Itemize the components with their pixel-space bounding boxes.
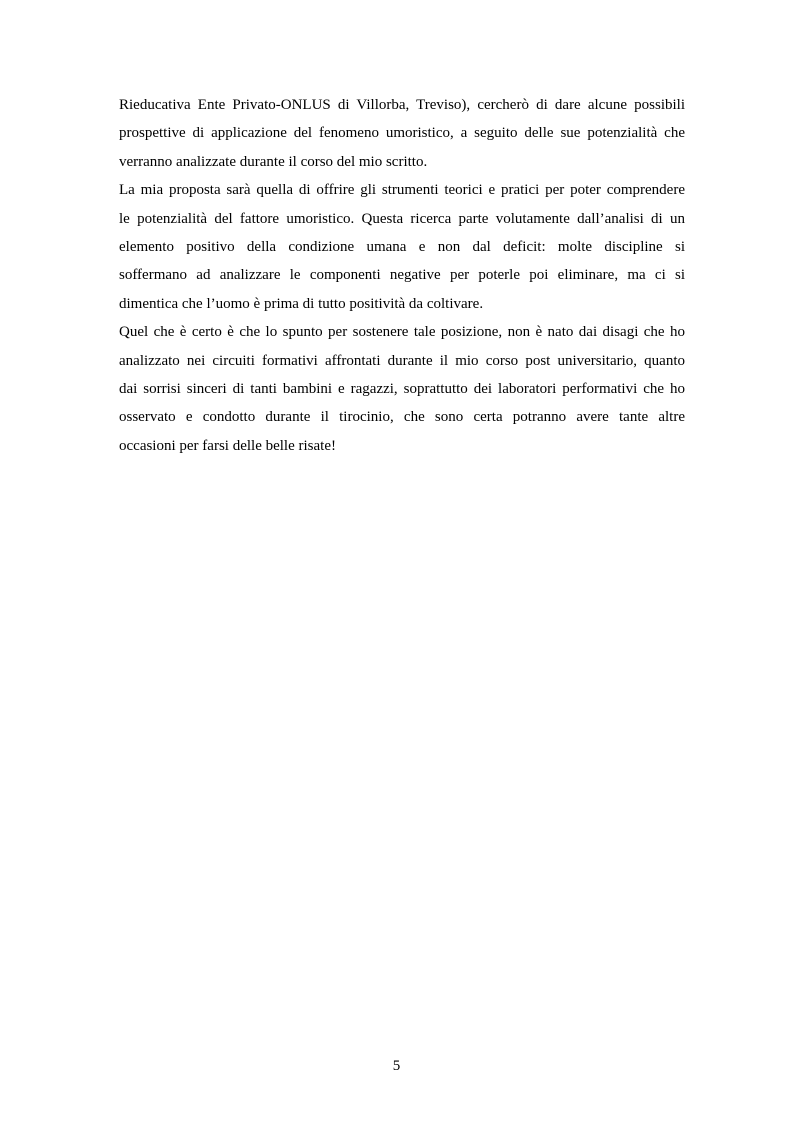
text-line: dai sorrisi sinceri di tanti bambini e ragazzi, soprattutto dei laboratori performativi che ho	[119, 381, 685, 398]
text-line: le potenzialità del fattore umoristico. Questa ricerca parte volutamente dall’analisi di un	[119, 210, 685, 227]
text-line: osservato e condotto durante il tirocinio, che sono certa potranno avere tante altre	[119, 409, 685, 426]
text-line: elemento positivo della condizione umana e non dal deficit: molte discipline si	[119, 239, 685, 256]
text-line: verranno analizzate durante il corso del mio scritto.	[119, 153, 428, 170]
paragraph-3	[119, 318, 685, 460]
text-line: dimentica che l’uomo è prima di tutto positività da coltivare.	[119, 295, 484, 312]
text-line: Quel che è certo è che lo spunto per sostenere tale posizione, non è nato dai disagi che ho	[119, 324, 685, 341]
text-line: La mia proposta sarà quella di offrire gli strumenti teorici e pratici per poter comprendere	[119, 182, 685, 199]
page-body	[119, 91, 685, 460]
text-line: soffermano ad analizzare le componenti negative per poterle poi eliminare, ma ci si	[119, 267, 685, 284]
text-line: occasioni per farsi delle belle risate!	[119, 437, 336, 454]
paragraph-2	[119, 176, 685, 318]
text-line: Rieducativa Ente Privato-ONLUS di Villorba, Treviso), cercherò di dare alcune possibili	[119, 97, 685, 113]
paragraph-1	[119, 91, 685, 176]
page-number: 5	[392, 1058, 401, 1074]
text-line: prospettive di applicazione del fenomeno umoristico, a seguito delle sue potenzialità che	[119, 125, 685, 142]
text-line: analizzato nei circuiti formativi affrontati durante il mio corso post universitario, quanto	[119, 352, 685, 369]
